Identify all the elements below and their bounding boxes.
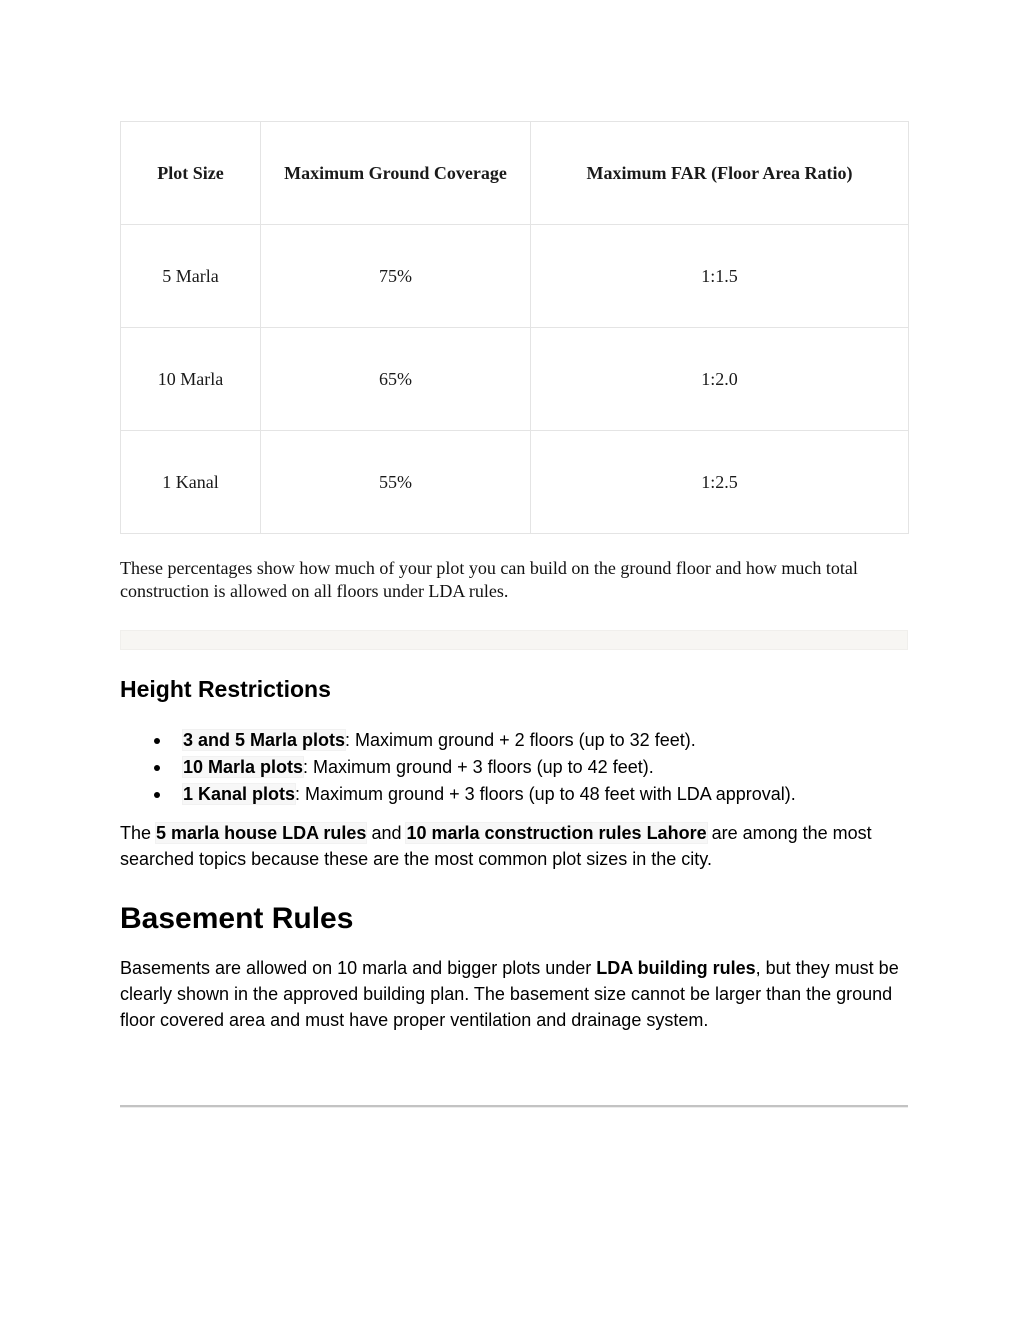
paragraph-text: The [120,823,157,843]
bullet-icon [154,765,160,771]
bullet-icon [154,792,160,798]
paragraph-text: , but they must be clearly shown in the approved building plan. The basement size cannot be larger than the ground floor covered area and must have proper ventilation and drainage system. [120,958,899,1030]
table-row [121,225,909,328]
header-plot-size: Plot Size [121,122,261,225]
bullet-text: : Maximum ground + 3 floors (up to 42 feet). [303,757,654,777]
plot-size-table [120,121,909,534]
keyword-bold: LDA building rules [596,958,756,978]
bullet-text: : Maximum ground + 2 floors (up to 32 feet). [345,730,696,750]
cell-far: 1:2.0 [531,328,909,431]
cell-plot-size: 10 Marla [121,328,261,431]
document-content [120,0,908,1108]
table-header-row [121,122,909,225]
keyword-highlight: 10 marla construction rules Lahore [406,823,707,843]
cell-ground-coverage: 75% [261,225,531,328]
paragraph-text: Basements are allowed on 10 marla and bigger plots under [120,958,597,978]
keyword-highlight: 5 marla house LDA rules [156,823,367,843]
horizontal-rule [120,1105,908,1108]
bullet-term: 3 and 5 Marla plots [183,730,346,750]
cell-ground-coverage: 55% [261,431,531,534]
section-divider-strip [120,630,908,650]
basement-paragraph [120,955,903,1033]
bullet-term: 1 Kanal plots [183,784,296,804]
search-topics-paragraph [120,820,903,872]
paragraph-text: and [366,823,407,843]
note-paragraph: These percentages show how much of your plot you can build on the ground floor and how much total construction is allowed on all floors under LDA rules. [120,558,858,601]
cell-far: 1:2.5 [531,431,909,534]
bullet-text: : Maximum ground + 3 floors (up to 48 feet with LDA approval). [295,784,796,804]
header-max-ground-coverage: Maximum Ground Coverage [261,122,531,225]
basement-rules-heading: Basement Rules [120,902,354,935]
bullet-term: 10 Marla plots [183,757,304,777]
cell-plot-size: 5 Marla [121,225,261,328]
cell-ground-coverage: 65% [261,328,531,431]
header-max-far: Maximum FAR (Floor Area Ratio) [531,122,909,225]
height-restrictions-list [120,727,908,808]
list-item [120,781,908,808]
list-item [120,727,908,754]
paragraph-text: are among the most searched topics because these are the most common plot sizes in the city. [120,823,872,869]
cell-plot-size: 1 Kanal [121,431,261,534]
height-restrictions-heading: Height Restrictions [120,676,331,702]
list-item [120,754,908,781]
bullet-icon [154,738,160,744]
table-row [121,328,909,431]
cell-far: 1:1.5 [531,225,909,328]
table-row [121,431,909,534]
